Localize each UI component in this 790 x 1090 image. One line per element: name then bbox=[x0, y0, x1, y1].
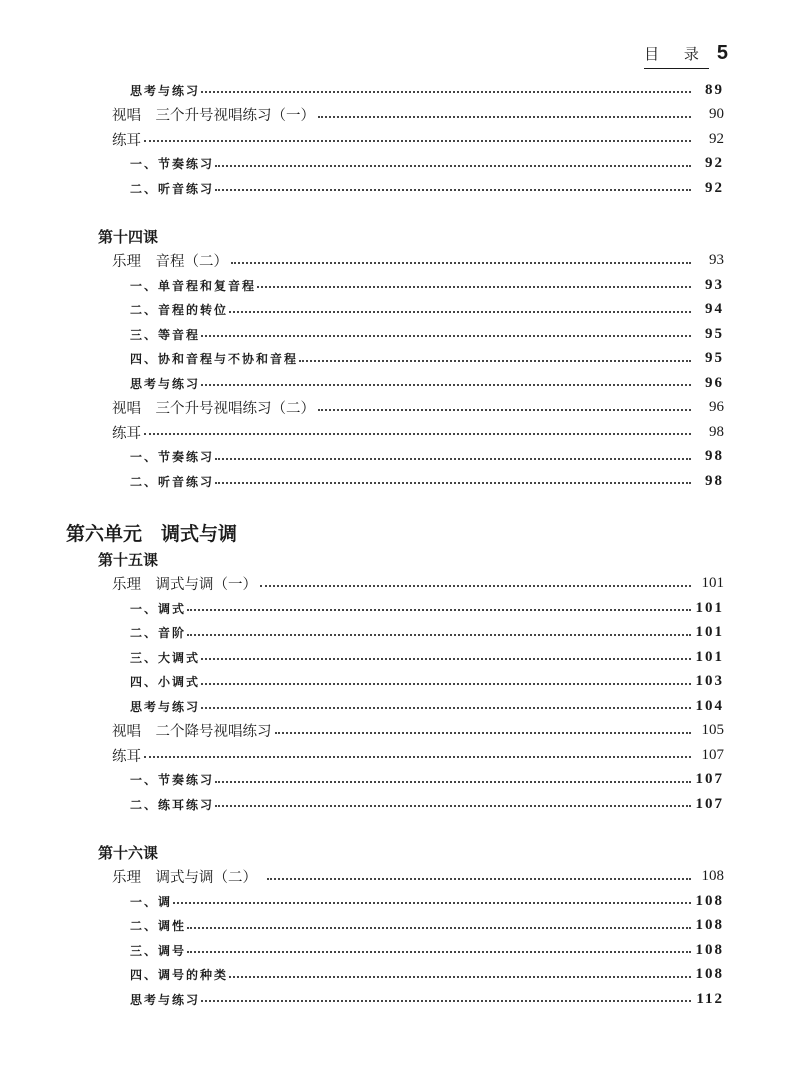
toc-entry-label: 四、协和音程与不协和音程 bbox=[130, 352, 299, 367]
toc-entry-page: 108 bbox=[695, 941, 724, 958]
toc-entry-page: 96 bbox=[709, 399, 724, 416]
toc-entry-page: 96 bbox=[705, 374, 724, 391]
toc-entry-label: 四、调号的种类 bbox=[130, 968, 229, 983]
dot-leader bbox=[201, 91, 691, 93]
toc-entry-label: 乐理 调式与调（一） bbox=[112, 577, 257, 594]
toc-entry-label: 二、音阶 bbox=[130, 626, 187, 641]
toc-entry-label: 乐理 调式与调（二） bbox=[112, 870, 265, 887]
toc-entry-label: 三、调号 bbox=[130, 943, 187, 958]
toc-entry-label: 思考与练习 bbox=[130, 992, 201, 1007]
toc-entry-page: 93 bbox=[709, 252, 724, 269]
toc-entry[interactable] bbox=[0, 768, 790, 793]
toc-entry[interactable] bbox=[0, 127, 790, 152]
toc-entry-label: 一、节奏练习 bbox=[130, 773, 215, 788]
toc-entry-label: 三、等音程 bbox=[130, 327, 201, 342]
dot-leader bbox=[144, 140, 691, 142]
toc-entry-label: 二、听音练习 bbox=[130, 181, 215, 196]
dot-leader bbox=[187, 951, 691, 953]
toc-entry[interactable] bbox=[0, 78, 790, 103]
dot-leader bbox=[201, 335, 691, 337]
section-gap bbox=[0, 494, 790, 518]
toc-entry-label: 四、小调式 bbox=[130, 675, 201, 690]
page-header bbox=[644, 42, 728, 69]
section-gap bbox=[0, 817, 790, 841]
toc-entry[interactable] bbox=[0, 249, 790, 274]
toc-entry-label: 视唱 三个升号视唱练习（一） bbox=[112, 108, 315, 125]
lesson-heading: 第十五课 bbox=[98, 551, 159, 569]
toc-entry[interactable] bbox=[0, 273, 790, 298]
toc-entry-label: 思考与练习 bbox=[130, 83, 201, 98]
toc-entry-page: 101 bbox=[695, 599, 724, 616]
toc-entry[interactable] bbox=[0, 420, 790, 445]
dot-leader bbox=[257, 286, 691, 288]
toc-entry-label: 思考与练习 bbox=[130, 699, 201, 714]
toc-entry-page: 95 bbox=[705, 325, 724, 342]
toc-entry[interactable] bbox=[0, 469, 790, 494]
toc-entry[interactable] bbox=[0, 792, 790, 817]
toc-entry-page: 98 bbox=[709, 423, 724, 440]
toc-entry[interactable] bbox=[0, 694, 790, 719]
toc-entry[interactable] bbox=[0, 743, 790, 768]
toc-entry[interactable] bbox=[0, 889, 790, 914]
toc-entry-label: 视唱 二个降号视唱练习 bbox=[112, 724, 272, 741]
toc-entry[interactable] bbox=[0, 865, 790, 890]
toc-entry-page: 108 bbox=[701, 868, 724, 885]
dot-leader bbox=[187, 634, 691, 636]
toc-entry-label: 三、大调式 bbox=[130, 650, 201, 665]
table-of-contents bbox=[0, 78, 790, 1012]
toc-entry-label: 一、单音程和复音程 bbox=[130, 278, 257, 293]
toc-entry-label: 乐理 音程（二） bbox=[112, 254, 228, 271]
dot-leader bbox=[144, 756, 691, 758]
dot-leader bbox=[215, 458, 691, 460]
toc-entry-page: 92 bbox=[705, 179, 724, 196]
toc-entry-page: 93 bbox=[705, 276, 724, 293]
toc-entry[interactable] bbox=[0, 719, 790, 744]
dot-leader bbox=[275, 732, 692, 734]
dot-leader bbox=[267, 878, 691, 880]
toc-entry[interactable] bbox=[0, 987, 790, 1012]
dot-leader bbox=[173, 902, 691, 904]
dot-leader bbox=[201, 384, 691, 386]
dot-leader bbox=[229, 311, 691, 313]
toc-entry-label: 一、节奏练习 bbox=[130, 157, 215, 172]
dot-leader bbox=[144, 433, 691, 435]
toc-entry-label: 一、调 bbox=[130, 894, 173, 909]
dot-leader bbox=[299, 360, 691, 362]
toc-entry-label: 视唱 三个升号视唱练习（二） bbox=[112, 401, 315, 418]
toc-entry-page: 90 bbox=[709, 106, 724, 123]
toc-entry[interactable] bbox=[0, 298, 790, 323]
dot-leader bbox=[260, 585, 691, 587]
toc-entry-label: 一、节奏练习 bbox=[130, 450, 215, 465]
toc-entry[interactable] bbox=[0, 621, 790, 646]
toc-entry-page: 92 bbox=[705, 155, 724, 172]
dot-leader bbox=[318, 409, 691, 411]
dot-leader bbox=[229, 976, 691, 978]
toc-entry-page: 101 bbox=[695, 624, 724, 641]
dot-leader bbox=[201, 658, 691, 660]
toc-entry-label: 二、音程的转位 bbox=[130, 303, 229, 318]
toc-entry-page: 112 bbox=[696, 990, 724, 1007]
dot-leader bbox=[215, 805, 691, 807]
toc-entry[interactable] bbox=[0, 645, 790, 670]
toc-entry-page: 107 bbox=[695, 795, 724, 812]
dot-leader bbox=[201, 707, 691, 709]
toc-entry-page: 98 bbox=[705, 472, 724, 489]
toc-entry-page: 103 bbox=[695, 673, 724, 690]
toc-entry-page: 108 bbox=[695, 966, 724, 983]
toc-entry-page: 92 bbox=[709, 130, 724, 147]
toc-entry[interactable] bbox=[0, 176, 790, 201]
unit-heading: 第六单元 调式与调 bbox=[66, 523, 238, 545]
toc-entry[interactable] bbox=[0, 322, 790, 347]
dot-leader bbox=[187, 609, 691, 611]
header-title: 目 录 bbox=[644, 43, 709, 69]
dot-leader bbox=[231, 262, 691, 264]
toc-entry[interactable] bbox=[0, 152, 790, 177]
toc-entry-page: 94 bbox=[705, 301, 724, 318]
toc-entry[interactable] bbox=[0, 914, 790, 939]
dot-leader bbox=[215, 482, 691, 484]
dot-leader bbox=[318, 116, 691, 118]
dot-leader bbox=[215, 189, 691, 191]
toc-entry-page: 108 bbox=[695, 917, 724, 934]
toc-entry[interactable] bbox=[0, 396, 790, 421]
toc-entry-label: 练耳 bbox=[112, 748, 141, 765]
toc-entry-label: 二、练耳练习 bbox=[130, 797, 215, 812]
toc-entry[interactable] bbox=[0, 572, 790, 597]
toc-entry-label: 练耳 bbox=[112, 132, 141, 149]
toc-entry-page: 104 bbox=[695, 697, 724, 714]
toc-entry-page: 101 bbox=[695, 648, 724, 665]
toc-entry-page: 108 bbox=[695, 892, 724, 909]
toc-entry[interactable] bbox=[0, 371, 790, 396]
toc-entry-label: 思考与练习 bbox=[130, 376, 201, 391]
header-page-number: 5 bbox=[716, 42, 728, 64]
toc-entry[interactable] bbox=[0, 963, 790, 988]
toc-entry[interactable] bbox=[0, 670, 790, 695]
toc-entry[interactable] bbox=[0, 938, 790, 963]
toc-entry-label: 练耳 bbox=[112, 425, 141, 442]
dot-leader bbox=[201, 1000, 691, 1002]
toc-entry-page: 107 bbox=[695, 771, 724, 788]
section-gap bbox=[0, 201, 790, 225]
dot-leader bbox=[187, 927, 691, 929]
toc-entry-page: 95 bbox=[705, 350, 724, 367]
dot-leader bbox=[215, 781, 691, 783]
dot-leader bbox=[201, 683, 691, 685]
toc-entry-label: 二、听音练习 bbox=[130, 474, 215, 489]
toc-entry-page: 89 bbox=[705, 81, 724, 98]
toc-entry-page: 101 bbox=[701, 575, 724, 592]
toc-entry[interactable] bbox=[0, 445, 790, 470]
toc-entry[interactable] bbox=[0, 103, 790, 128]
dot-leader bbox=[215, 165, 691, 167]
toc-entry-page: 107 bbox=[701, 746, 724, 763]
lesson-heading: 第十六课 bbox=[98, 844, 159, 862]
toc-entry-label: 一、调式 bbox=[130, 601, 187, 616]
toc-entry[interactable] bbox=[0, 596, 790, 621]
toc-entry-page: 98 bbox=[705, 448, 724, 465]
toc-entry[interactable] bbox=[0, 347, 790, 372]
toc-entry-label: 二、调性 bbox=[130, 919, 187, 934]
toc-entry-page: 105 bbox=[701, 722, 724, 739]
lesson-heading: 第十四课 bbox=[98, 228, 159, 246]
